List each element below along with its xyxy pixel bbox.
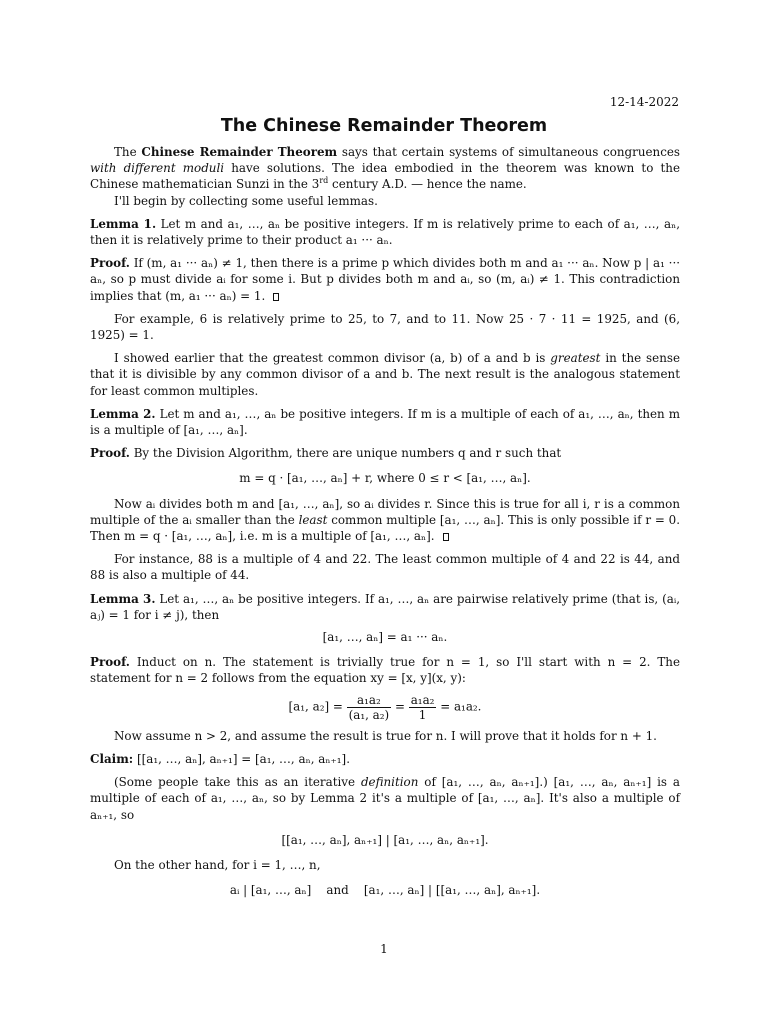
fraction: [409, 693, 437, 722]
display-equation: aᵢ | [a₁, …, aₙ] and [a₁, …, aₙ] | [[a₁, …, aₙ], aₙ₊₁].: [229, 883, 541, 898]
proof-3: [90, 654, 680, 686]
document-title: The Chinese Remainder Theorem: [220, 116, 548, 136]
display-equation: [[a₁, …, aₙ], aₙ₊₁] | [a₁, …, aₙ, aₙ₊₁].: [281, 832, 489, 847]
fraction-equation: [90, 693, 680, 722]
intro-italic-term: with different moduli: [90, 161, 225, 176]
qed-box-icon: [443, 533, 449, 541]
intro-paragraph: [90, 144, 680, 193]
intro-paragraph-2: I'll begin by collecting some useful lemmas.: [114, 193, 378, 208]
claim-text: [[a₁, …, aₙ], aₙ₊₁] = [a₁, …, aₙ, aₙ₊₁].: [136, 751, 350, 766]
intro-text: have solutions. The idea embodied in the theorem was known to the Chinese mathematician Sunzi in the 3: [90, 161, 680, 192]
example-1: For example, 6 is relatively prime to 25, to 7, and to 11. Now 25 · 7 · 11 = 1925, and (6, 1925) = 1.: [90, 311, 680, 343]
proof-text: Now aᵢ divides both m and [a₁, …, aₙ], so aᵢ divides r. Since this is true for all i, r is a common multiple of the aᵢ smaller than the: [90, 496, 680, 527]
lemma-text: Let m and a₁, …, aₙ be positive integers. If m is relatively prime to each of a₁, …, aₙ, then it is relatively prime to their product a₁ ··· aₙ.: [90, 216, 680, 248]
lemma-2: [90, 406, 680, 438]
example-2: For instance, 88 is a multiple of 4 and 22. The least common multiple of 4 and 22 is 44, and 88 is also a multiple of 44.: [90, 552, 680, 583]
lemma-label: Lemma 3.: [90, 591, 156, 606]
intro-bold-term: Chinese Remainder Theorem: [141, 145, 338, 159]
lemma-3: [90, 591, 680, 623]
fraction-denominator: (a₁, a₂): [348, 707, 390, 722]
fraction-numerator: a₁a₂: [347, 693, 392, 708]
claim-note-text: (Some people take this as an iterative: [114, 775, 361, 790]
induction-assumption: Now assume n > 2, and assume the result is true for n. I will prove that it holds for n + 1.: [114, 728, 657, 743]
claim-note: [90, 774, 680, 823]
fraction: [347, 693, 392, 722]
intro-superscript: rd: [319, 176, 329, 186]
document-body: [90, 144, 680, 907]
other-hand: On the other hand, for i = 1, …, n,: [114, 857, 321, 872]
proof-text: If (m, a₁ ··· aₙ) ≠ 1, then there is a prime p which divides both m and a₁ ··· aₙ. Now p | a₁ ··· aₙ, so p must divide aᵢ for some i. But p divides both m and aᵢ, so (m, aᵢ) ≠ 1. This contradiction implies that (m, a₁ ··· aₙ) = 1.: [90, 256, 681, 303]
proof-1: [90, 255, 680, 304]
proof-label: Proof.: [90, 446, 130, 461]
proof-text: common multiple [a₁, …, aₙ]. This is only possible if r = 0. Then m = q · [a₁, …, aₙ], i.e. m is a multiple of [a₁, …, aₙ].: [90, 512, 680, 544]
proof-text: By the Division Algorithm, there are unique numbers q and r such that: [133, 446, 562, 461]
remark-text: I showed earlier that the greatest common divisor (a, b) of a and b is: [114, 351, 551, 366]
claim-label: Claim:: [90, 751, 134, 766]
fraction-denominator: 1: [418, 707, 427, 722]
lemma-label: Lemma 1.: [90, 216, 157, 231]
remark-italic: greatest: [550, 351, 601, 366]
fraction-numerator: a₁a₂: [410, 692, 435, 707]
proof-2-continued: [90, 496, 680, 545]
equation-lhs: [a₁, a₂] =: [288, 699, 343, 714]
display-equation: [a₁, …, aₙ] = a₁ ··· aₙ.: [322, 630, 448, 645]
lemma-text: Let a₁, …, aₙ be positive integers. If a₁, …, aₙ are pairwise relatively prime (that is, (aᵢ, aⱼ) = 1 for i ≠ j), then: [90, 591, 680, 622]
claim: [90, 751, 680, 767]
proof-2: [90, 445, 680, 461]
document-date: 12-14-2022: [609, 95, 679, 109]
equation-equals: =: [394, 699, 405, 714]
lemma-text: Let m and a₁, …, aₙ be positive integers. If m is a multiple of each of a₁, …, aₙ, then m is a multiple of [a₁, …, aₙ].: [90, 406, 680, 438]
intro-text: century A.D. — hence the name.: [328, 177, 527, 192]
display-equation: m = q · [a₁, …, aₙ] + r, where 0 ≤ r < [a₁, …, aₙ].: [239, 471, 531, 486]
claim-note-italic: definition: [360, 775, 419, 790]
proof-italic: least: [298, 512, 328, 527]
proof-label: Proof.: [90, 256, 130, 271]
lemma-label: Lemma 2.: [90, 406, 156, 421]
remark-text: in the sense that it is divisible by any common divisor of a and b. The next result is the analogous statement for least common multiples.: [90, 351, 680, 398]
equation-rhs: = a₁a₂.: [440, 699, 482, 714]
qed-box-icon: [273, 293, 279, 301]
gcd-remark: [90, 350, 680, 399]
intro-text: says that certain systems of simultaneous congruences: [337, 145, 681, 159]
intro-text: The: [114, 145, 142, 159]
proof-label: Proof.: [90, 655, 130, 670]
page-number: 1: [380, 942, 388, 956]
lemma-1: [90, 216, 680, 248]
proof-text: Induct on n. The statement is trivially true for n = 1, so I'll start with n = 2. The statement for n = 2 follows from the equation xy = [x, y](x, y):: [90, 655, 680, 686]
claim-note-text: of [a₁, …, aₙ, aₙ₊₁].) [a₁, …, aₙ, aₙ₊₁] is a multiple of each of a₁, …, aₙ, so by Lemma 2 it's a multiple of [a₁, …, aₙ]. It's also a multiple of aₙ₊₁, so: [90, 775, 681, 822]
